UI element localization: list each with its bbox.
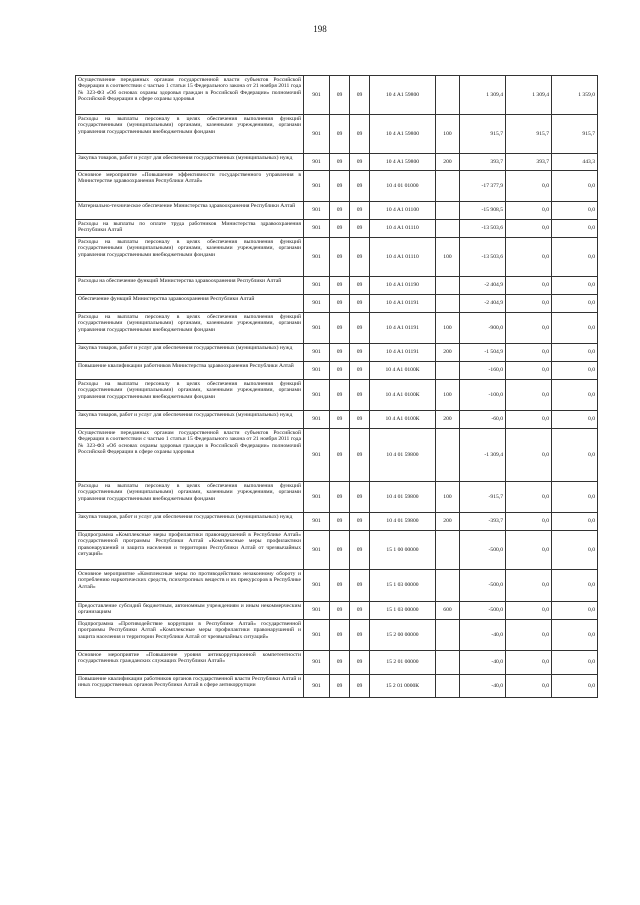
col-subsection: 09 [350,675,370,698]
col-amount-2: 0,0 [506,238,552,277]
col-subsection: 09 [350,154,370,171]
col-target-item: 10 4 A1 01191 [370,313,436,344]
col-expense-type: 100 [436,313,460,344]
table-row [76,220,598,238]
table-row [76,202,598,220]
col-expense-type: 200 [436,154,460,171]
col-expense-type [436,620,460,651]
col-amount-3: 1 359,0 [552,76,598,115]
row-description: Расходы на выплаты персоналу в целях обеспечения выполнения функций государственными (муниципальными) органами, казенными учреждениями, органами управления государственными внебюджетными фондами [76,238,304,277]
col-amount-3: 0,0 [552,513,598,531]
col-amount-1: -100,0 [460,380,506,411]
col-ministry: 901 [304,602,330,620]
row-description: Основное мероприятие «Комплексные меры по противодействию незаконному обороту и потреблению наркотических средств, психотропных веществ и их прекурсоров в Республике Алтай» [76,570,304,602]
col-amount-3: 0,0 [552,620,598,651]
col-amount-2: 0,0 [506,429,552,482]
col-amount-2: 0,0 [506,531,552,570]
col-amount-2: 0,0 [506,362,552,380]
col-amount-3: 0,0 [552,429,598,482]
col-section: 09 [330,220,350,238]
col-expense-type: 200 [436,513,460,531]
col-amount-2: 0,0 [506,675,552,698]
row-description: Закупка товаров, работ и услуг для обеспечения государственных (муниципальных) нужд [76,411,304,429]
col-ministry: 901 [304,202,330,220]
col-section: 09 [330,202,350,220]
col-amount-2: 0,0 [506,380,552,411]
col-section: 09 [330,602,350,620]
col-target-item: 15 1 03 00000 [370,602,436,620]
col-target-item: 15 1 00 00000 [370,531,436,570]
col-expense-type: 200 [436,411,460,429]
col-expense-type [436,277,460,295]
col-target-item: 10 4 A1 0100К [370,411,436,429]
col-section: 09 [330,429,350,482]
col-amount-1: -2 404,9 [460,277,506,295]
col-subsection: 09 [350,570,370,602]
col-section: 09 [330,238,350,277]
col-section: 09 [330,313,350,344]
col-amount-3: 0,0 [552,380,598,411]
table-row [76,154,598,171]
col-ministry: 901 [304,675,330,698]
col-target-item: 10 4 A1 01190 [370,277,436,295]
col-section: 09 [330,482,350,513]
col-expense-type: 600 [436,602,460,620]
col-section: 09 [330,344,350,362]
col-target-item: 15 1 03 00000 [370,570,436,602]
col-amount-1: -1 504,9 [460,344,506,362]
col-target-item: 10 4 A1 01100 [370,202,436,220]
col-expense-type [436,675,460,698]
col-section: 09 [330,411,350,429]
col-target-item: 10 4 A1 59800 [370,115,436,154]
col-subsection: 09 [350,277,370,295]
col-subsection: 09 [350,171,370,202]
col-ministry: 901 [304,277,330,295]
col-expense-type [436,570,460,602]
table-row [76,344,598,362]
row-description: Расходы на выплаты персоналу в целях обеспечения выполнения функций государственными (муниципальными) органами, казенными учреждениями, органами управления государственными внебюджетными фондами [76,482,304,513]
col-ministry: 901 [304,76,330,115]
col-amount-1: -160,0 [460,362,506,380]
table-row [76,513,598,531]
col-subsection: 09 [350,295,370,313]
row-description: Повышение квалификации работников Министерства здравоохранения Республики Алтай [76,362,304,380]
col-amount-3: 915,7 [552,115,598,154]
col-amount-3: 0,0 [552,482,598,513]
row-description: Материально-техническое обеспечение Министерства здравоохранения Республики Алтай [76,202,304,220]
col-section: 09 [330,380,350,411]
col-amount-2: 915,7 [506,115,552,154]
col-expense-type [436,651,460,675]
col-subsection: 09 [350,482,370,513]
table-row [76,313,598,344]
col-subsection: 09 [350,411,370,429]
col-amount-1: -500,0 [460,531,506,570]
col-amount-1: -1 309,4 [460,429,506,482]
col-ministry: 901 [304,570,330,602]
row-description: Осуществление переданных органам государственной власти субъектов Российской Федерации в соответствии с частью 1 статьи 15 Федерального закона от 21 ноября 2011 года № 323-ФЗ «Об основах охраны здоровья граждан в Российской Федерации» полномочий Российской Федерации в сфере охраны здоровья [76,76,304,115]
table-row [76,570,598,602]
col-amount-3: 0,0 [552,220,598,238]
col-ministry: 901 [304,531,330,570]
row-description: Основное мероприятие «Повышение эффективности государственного управления в Министерстве здравоохранения Республики Алтай» [76,171,304,202]
col-amount-1: -393,7 [460,513,506,531]
row-description: Подпрограмма «Комплексные меры профилактики правонарушений в Республике Алтай» государственной программы Республики Алтай «Комплексные меры профилактики правонарушений и защита населения и территории Республики Алтай от чрезвычайных ситуаций» [76,531,304,570]
col-amount-1: -60,0 [460,411,506,429]
col-expense-type [436,220,460,238]
col-ministry: 901 [304,482,330,513]
col-amount-2: 393,7 [506,154,552,171]
col-subsection: 09 [350,344,370,362]
col-section: 09 [330,171,350,202]
row-description: Расходы на обеспечение функций Министерства здравоохранения Республики Алтай [76,277,304,295]
col-amount-1: 915,7 [460,115,506,154]
col-expense-type: 100 [436,238,460,277]
row-description: Закупка товаров, работ и услуг для обеспечения государственных (муниципальных) нужд [76,513,304,531]
row-description: Закупка товаров, работ и услуг для обеспечения государственных (муниципальных) нужд [76,154,304,171]
col-target-item: 10 4 01 59800 [370,482,436,513]
col-amount-1: -40,0 [460,675,506,698]
page-number: 198 [313,24,327,34]
col-subsection: 09 [350,115,370,154]
col-ministry: 901 [304,513,330,531]
table-row [76,675,598,698]
row-description: Расходы на выплаты по оплате труда работников Министерства здравоохранения Республики Алтай [76,220,304,238]
col-subsection: 09 [350,362,370,380]
col-amount-2: 0,0 [506,482,552,513]
col-section: 09 [330,570,350,602]
col-amount-2: 0,0 [506,602,552,620]
col-amount-2: 0,0 [506,344,552,362]
col-subsection: 09 [350,76,370,115]
col-amount-3: 0,0 [552,411,598,429]
col-expense-type: 100 [436,115,460,154]
col-subsection: 09 [350,220,370,238]
col-amount-1: -40,0 [460,620,506,651]
col-section: 09 [330,295,350,313]
col-amount-3: 0,0 [552,313,598,344]
col-expense-type [436,171,460,202]
col-subsection: 09 [350,620,370,651]
row-description: Расходы на выплаты персоналу в целях обеспечения выполнения функций государственными (муниципальными) органами, казенными учреждениями, органами управления государственными внебюджетными фондами [76,380,304,411]
col-amount-2: 0,0 [506,513,552,531]
table-row [76,531,598,570]
col-target-item: 10 4 01 59800 [370,513,436,531]
col-ministry: 901 [304,651,330,675]
col-section: 09 [330,362,350,380]
col-ministry: 901 [304,171,330,202]
col-amount-1: -15 908,5 [460,202,506,220]
col-section: 09 [330,115,350,154]
col-amount-3: 0,0 [552,602,598,620]
col-amount-3: 0,0 [552,238,598,277]
col-subsection: 09 [350,429,370,482]
col-subsection: 09 [350,238,370,277]
col-amount-2: 0,0 [506,411,552,429]
col-amount-1: -40,0 [460,651,506,675]
table-row [76,76,598,115]
col-subsection: 09 [350,513,370,531]
col-ministry: 901 [304,344,330,362]
col-section: 09 [330,277,350,295]
table-row [76,482,598,513]
col-section: 09 [330,531,350,570]
table-row [76,380,598,411]
table-row [76,115,598,154]
table-row [76,238,598,277]
col-amount-1: -915,7 [460,482,506,513]
col-amount-2: 0,0 [506,220,552,238]
table-row [76,411,598,429]
col-amount-1: -500,0 [460,570,506,602]
col-target-item: 10 4 A1 0100К [370,362,436,380]
col-ministry: 901 [304,620,330,651]
col-ministry: 901 [304,380,330,411]
col-expense-type [436,76,460,115]
row-description: Обеспечение функций Министерства здравоохранения Республики Алтай [76,295,304,313]
col-section: 09 [330,675,350,698]
col-section: 09 [330,651,350,675]
col-amount-3: 0,0 [552,531,598,570]
col-ministry: 901 [304,411,330,429]
col-amount-3: 0,0 [552,675,598,698]
col-target-item: 10 4 A1 01110 [370,220,436,238]
col-section: 09 [330,76,350,115]
col-amount-1: -900,0 [460,313,506,344]
col-expense-type: 100 [436,482,460,513]
table-row [76,429,598,482]
col-amount-3: 0,0 [552,295,598,313]
col-amount-2: 0,0 [506,620,552,651]
col-amount-1: -13 503,6 [460,220,506,238]
table-row [76,171,598,202]
col-expense-type: 200 [436,344,460,362]
col-target-item: 15 2 01 0000К [370,675,436,698]
col-amount-3: 443,3 [552,154,598,171]
col-ministry: 901 [304,313,330,344]
row-description: Расходы на выплаты персоналу в целях обеспечения выполнения функций государственными (муниципальными) органами, казенными учреждениями, органами управления государственными внебюджетными фондами [76,115,304,154]
col-amount-3: 0,0 [552,277,598,295]
col-amount-3: 0,0 [552,362,598,380]
table-row [76,620,598,651]
row-description: Осуществление переданных органам государственной власти субъектов Российской Федерации в соответствии с частью 1 статьи 15 Федерального закона от 21 ноября 2011 года № 323-ФЗ «Об основах охраны здоровья граждан в Российской Федерации» полномочий Российской Федерации в сфере охраны здоровья [76,429,304,482]
col-target-item: 15 2 01 00000 [370,651,436,675]
col-section: 09 [330,154,350,171]
col-subsection: 09 [350,602,370,620]
col-subsection: 09 [350,531,370,570]
col-ministry: 901 [304,429,330,482]
col-amount-2: 0,0 [506,171,552,202]
table-row [76,602,598,620]
col-amount-3: 0,0 [552,651,598,675]
col-subsection: 09 [350,202,370,220]
col-section: 09 [330,513,350,531]
col-amount-2: 0,0 [506,277,552,295]
col-amount-2: 0,0 [506,651,552,675]
col-amount-3: 0,0 [552,202,598,220]
col-target-item: 10 4 A1 0100К [370,380,436,411]
col-amount-3: 0,0 [552,344,598,362]
col-ministry: 901 [304,362,330,380]
row-description: Расходы на выплаты персоналу в целях обеспечения выполнения функций государственными (муниципальными) органами, казенными учреждениями, органами управления государственными внебюджетными фондами [76,313,304,344]
col-amount-1: -2 404,9 [460,295,506,313]
col-amount-1: 393,7 [460,154,506,171]
table-row [76,651,598,675]
col-amount-2: 0,0 [506,570,552,602]
col-amount-2: 0,0 [506,202,552,220]
col-expense-type [436,362,460,380]
col-amount-1: -500,0 [460,602,506,620]
col-ministry: 901 [304,115,330,154]
col-target-item: 10 4 A1 01110 [370,238,436,277]
col-amount-3: 0,0 [552,570,598,602]
col-subsection: 09 [350,313,370,344]
col-expense-type [436,531,460,570]
col-target-item: 15 2 00 00000 [370,620,436,651]
col-target-item: 10 4 A1 01191 [370,344,436,362]
col-target-item: 10 4 A1 59800 [370,76,436,115]
row-description: Предоставление субсидий бюджетным, автономным учреждениям и иным некоммерческим организациям [76,602,304,620]
table-row [76,277,598,295]
row-description: Подпрограмма «Противодействие коррупции в Республике Алтай» государственной программы Республики Алтай «Комплексные меры профилактики правонарушений и защита населения и территории Республики Алтай от чрезвычайных ситуаций» [76,620,304,651]
col-target-item: 10 4 A1 59800 [370,154,436,171]
col-ministry: 901 [304,154,330,171]
table-row [76,362,598,380]
row-description: Повышение квалификации работников органов государственной власти Республики Алтай и иных государственных органов Республики Алтай в сфере антикоррупции [76,675,304,698]
col-ministry: 901 [304,238,330,277]
col-amount-1: -13 503,6 [460,238,506,277]
col-section: 09 [330,620,350,651]
budget-table [75,75,598,698]
col-subsection: 09 [350,651,370,675]
col-target-item: 10 4 01 59800 [370,429,436,482]
col-ministry: 901 [304,220,330,238]
row-description: Основное мероприятие «Повышение уровня антикоррупционной компетентности государственных гражданских служащих Республики Алтай» [76,651,304,675]
col-amount-1: -17 377,9 [460,171,506,202]
col-target-item: 10 4 A1 01191 [370,295,436,313]
col-amount-1: 1 309,4 [460,76,506,115]
col-expense-type [436,429,460,482]
col-ministry: 901 [304,295,330,313]
col-subsection: 09 [350,380,370,411]
col-target-item: 10 4 01 01000 [370,171,436,202]
col-amount-2: 0,0 [506,295,552,313]
row-description: Закупка товаров, работ и услуг для обеспечения государственных (муниципальных) нужд [76,344,304,362]
col-amount-2: 1 309,4 [506,76,552,115]
col-amount-2: 0,0 [506,313,552,344]
col-amount-3: 0,0 [552,171,598,202]
col-expense-type: 100 [436,380,460,411]
table-row [76,295,598,313]
col-expense-type [436,295,460,313]
col-expense-type [436,202,460,220]
